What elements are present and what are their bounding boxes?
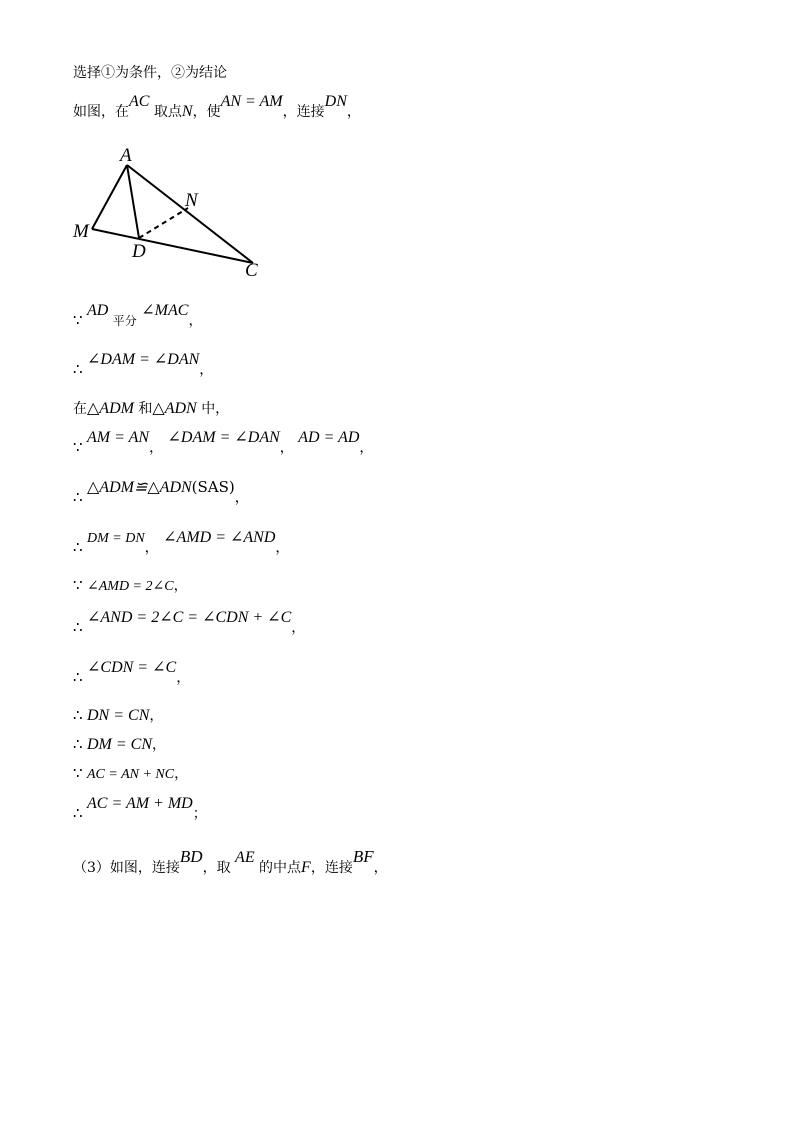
proof-line-11	[73, 737, 166, 753]
because-symbol: ∵	[73, 764, 83, 782]
proof-line-7	[73, 578, 188, 594]
therefore-symbol: ∴	[73, 668, 83, 686]
math: △ADM≌△ADN	[87, 479, 192, 496]
proof-line-2	[73, 351, 214, 378]
text: 平分	[112, 314, 137, 328]
math: ∠MAC	[141, 302, 189, 319]
math: ∠AMD = 2∠C	[87, 579, 174, 594]
because-symbol: ∵	[73, 311, 83, 329]
text: ，连接	[310, 860, 353, 876]
math: AN = AM	[220, 93, 283, 110]
text: ；	[192, 806, 207, 822]
therefore-symbol: ∴	[73, 618, 83, 636]
text: ，	[173, 578, 188, 594]
therefore-symbol: ∴	[73, 706, 83, 724]
condition-line	[73, 66, 227, 80]
math: AM = AN	[87, 429, 150, 446]
proof-line-9	[73, 659, 191, 686]
text: ，	[149, 708, 164, 724]
segment-DN-dashed	[139, 208, 188, 238]
proof-line-6	[73, 529, 290, 556]
construction-line	[73, 93, 361, 120]
label-M: M	[73, 221, 89, 242]
math: ∠DAM = ∠DAN	[167, 429, 280, 446]
math: AE	[235, 849, 255, 866]
math: ∠AMD = ∠AND	[163, 529, 276, 546]
text: ，使	[192, 104, 221, 120]
text: ，	[279, 440, 294, 456]
therefore-symbol: ∴	[73, 538, 83, 556]
label-C: C	[245, 260, 258, 281]
proof-line-3	[73, 401, 229, 417]
text: ，	[152, 737, 167, 753]
text: 选择①为条件，②为结论	[73, 65, 227, 81]
math: AC = AM + MD	[87, 795, 193, 812]
text: ，连接	[282, 104, 325, 120]
math: AC = AN + NC	[87, 767, 175, 782]
math: AC	[129, 93, 150, 110]
proof-line-10	[73, 708, 163, 724]
math: DM = DN	[87, 531, 145, 546]
text: 在	[73, 401, 87, 417]
math: DN = CN	[87, 707, 150, 724]
label-N: N	[185, 190, 198, 211]
text: ，	[149, 440, 164, 456]
proof-line-1	[73, 302, 203, 329]
text: 取点	[153, 104, 182, 120]
text: ，	[188, 313, 203, 329]
math: BD	[179, 847, 203, 866]
math: ∠AND = 2∠C = ∠CDN + ∠C	[87, 609, 292, 626]
math: N	[181, 103, 193, 120]
text: ，	[199, 362, 214, 378]
text: 和	[138, 401, 153, 417]
therefore-symbol: ∴	[73, 804, 83, 822]
therefore-symbol: ∴	[73, 735, 83, 753]
therefore-symbol: ∴	[73, 488, 83, 506]
math: △ADM	[87, 400, 134, 417]
proof-line-13	[73, 795, 207, 822]
math: (SAS)	[191, 478, 235, 496]
math: ∠CDN = ∠C	[87, 659, 177, 676]
label-D: D	[132, 241, 146, 262]
therefore-symbol: ∴	[73, 360, 83, 378]
text: ，	[275, 540, 290, 556]
text: （3）如图，连接	[73, 860, 180, 876]
math: AD	[87, 302, 109, 319]
text: ，	[373, 860, 388, 876]
because-symbol: ∵	[73, 438, 83, 456]
segment-AD	[127, 165, 139, 238]
math: DM = CN	[87, 736, 153, 753]
proof-line-12	[73, 766, 188, 782]
math: AD = AD	[298, 429, 360, 446]
text: ，取	[202, 860, 231, 876]
proof-line-4	[73, 429, 374, 456]
text: ，	[291, 620, 306, 636]
math: ∠DAM = ∠DAN	[87, 351, 200, 368]
because-symbol: ∵	[73, 576, 83, 594]
text: ，	[234, 490, 249, 506]
label-A: A	[120, 145, 132, 166]
segment-MC	[92, 229, 253, 263]
segment-AM	[92, 165, 127, 229]
text: 中，	[201, 401, 230, 417]
text: 的中点	[259, 860, 302, 876]
segment-AC	[127, 165, 253, 263]
text: ，	[176, 670, 191, 686]
text: ，	[346, 104, 361, 120]
math: BF	[352, 847, 374, 866]
part-3-line	[73, 847, 388, 876]
math: F	[301, 859, 311, 876]
proof-line-8	[73, 609, 306, 636]
math: △ADN	[152, 400, 197, 417]
text: ，	[174, 766, 189, 782]
math: DN	[324, 93, 347, 110]
triangle-figure	[70, 145, 280, 285]
proof-line-5	[73, 478, 249, 506]
text: ，	[359, 440, 374, 456]
text: 如图，在	[73, 104, 129, 120]
text: ，	[144, 540, 159, 556]
